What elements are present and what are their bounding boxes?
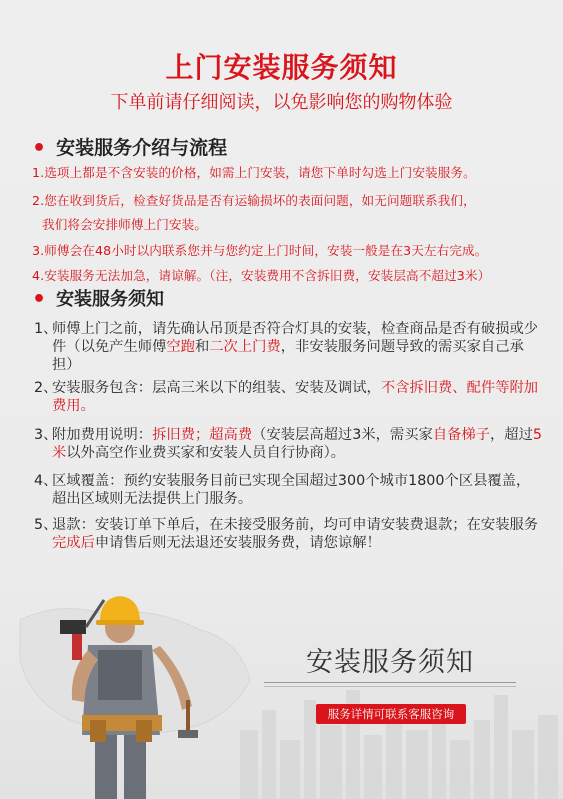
rule-text: 区域覆盖：预约安装服务目前已实现全国超过300个城市1800个区县覆盖，超出区域则无法提供上门服务。 [52,473,531,507]
bullet-icon: • [32,287,47,312]
worker-and-city-image [0,580,563,799]
intro-heading-text: 安装服务介绍与流程 [56,137,228,159]
installer-illustration [0,580,563,799]
rule-text: 退款：安装订单下单后，在未接受服务前，均可申请安装费退款；在安装服务完成后申请售后则无法退还安装服务费，请您谅解！ [52,517,539,551]
banner-divider [264,682,516,683]
rules-heading-text: 安装服务须知 [56,289,165,310]
intro-heading [32,133,227,160]
rule-text: 附加费用说明：拆旧费；超高费（安装层高超过3米，需买家自备梯子，超过5米以外高空作业费买家和安装人员自行协商）。 [52,427,543,461]
rule-number: 4、 [34,473,58,489]
page-title: 上门安装服务须知 [165,51,398,84]
intro-line: 1.选项上都是不含安装的价格，如需上门安装，请您下单时勾选上门安装服务。 [32,165,476,180]
rules-heading [32,285,164,311]
rule-number: 5、 [34,517,58,533]
rule-number: 1、 [34,321,58,337]
bullet-icon: • [32,136,47,161]
page-subtitle: 下单前请仔细阅读，以免影响您的购物体验 [110,92,453,113]
rule-number: 3、 [34,427,58,443]
intro-line: 3.师傅会在48小时以内联系您并与您约定上门时间，安装一般是在3天左右完成。 [32,243,488,258]
banner-divider [264,686,516,687]
banner-title: 安装服务须知 [306,647,474,678]
contact-service-button[interactable]: 服务详情可联系客服咨询 [316,704,466,724]
rule-number: 2、 [34,380,58,396]
rule-text: 安装服务包含：层高三米以下的组装、安装及调试，不含拆旧费、配件等附加费用。 [52,380,539,414]
intro-line: 我们将会安排师傅上门安装。 [42,217,208,232]
rule-text: 师傅上门之前，请先确认吊顶是否符合灯具的安装，检查商品是否有破损或少件（以免产生师傅空跑和二次上门费，非安装服务问题导致的需买家自己承担） [52,321,539,373]
intro-line: 2.您在收到货后，检查好货品是否有运输损坏的表面问题，如无问题联系我们， [32,193,476,208]
intro-line: 4.安装服务无法加急，请谅解。（注，安装费用不含拆旧费，安装层高不超过3米） [32,268,491,283]
